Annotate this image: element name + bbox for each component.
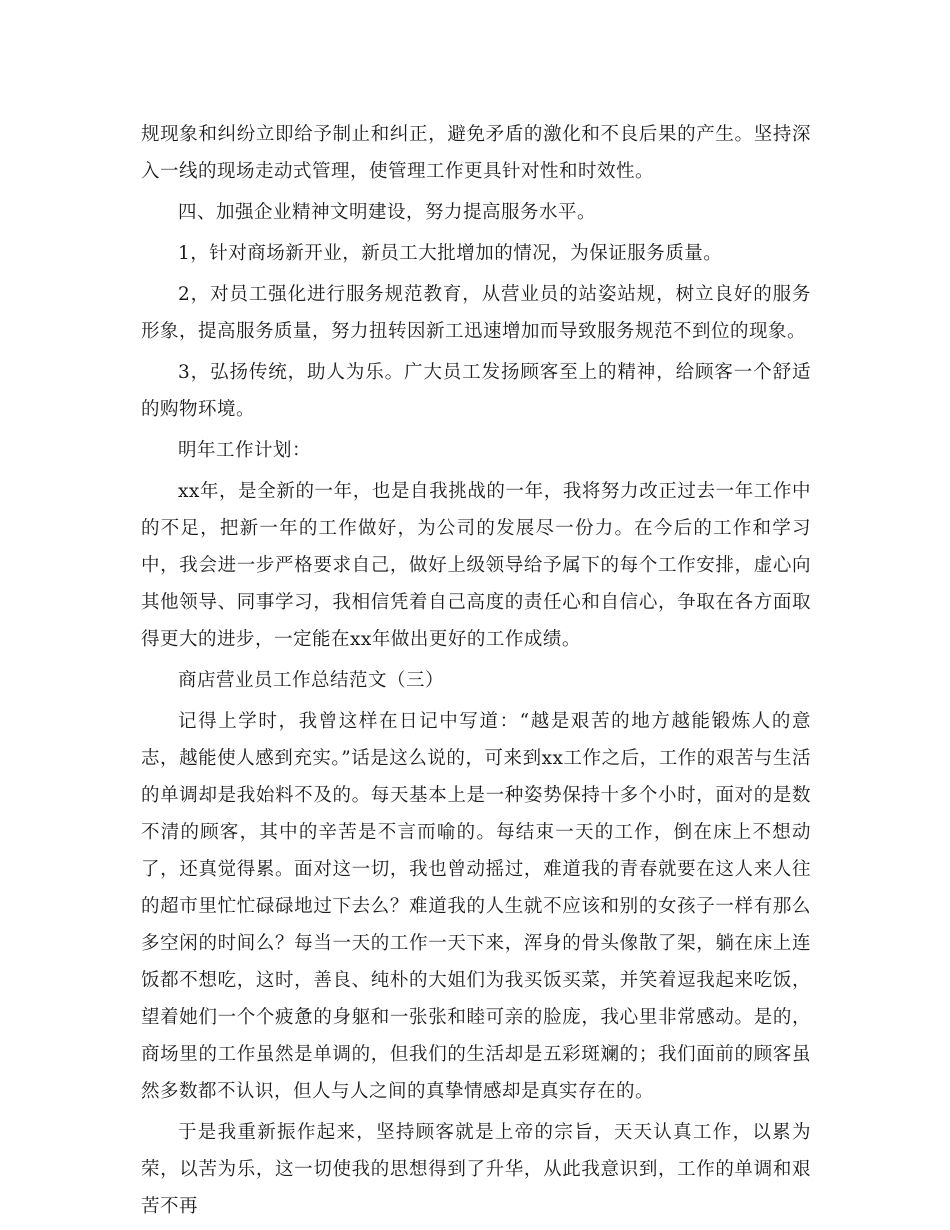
- paragraph-3: 1，针对商场新开业，新员工大批增加的情况，为保证服务质量。: [178, 243, 723, 264]
- paragraph-7: xx年，是全新的一年，也是自我挑战的一年，我将努力改正过去一年工作中的不足，把新一年的工作做好，为公司的发展尽一份力。在今后的工作和学习中，我会进一步严格要求自己，做好上级领导给予属下的每个工作安排，虚心向其他领导、同事学习，我相信凭着自己高度的责任心和自信心，争取在各方面取得更大的进步，一定能在xx年做出更好的工作成绩。: [141, 481, 811, 650]
- paragraph-1: 规现象和纠纷立即给予制止和纠正，避免矛盾的激化和不良后果的产生。坚持深入一线的现场走动式管理，使管理工作更具针对性和时效性。: [141, 124, 811, 182]
- paragraph-6: 明年工作计划：: [178, 440, 312, 461]
- paragraph-8: 商店营业员工作总结范文（三）: [178, 670, 445, 691]
- document-body: [141, 116, 811, 1225]
- paragraph-4: 2，对员工强化进行服务规范教育，从营业员的站姿站规，树立良好的服务形象，提高服务质量，努力扭转因新工迅速增加而导致服务规范不到位的现象。: [141, 284, 811, 342]
- paragraph-9: 记得上学时，我曾这样在日记中写道：“越是艰苦的地方越能锻炼人的意志，越能使人感到充实。”话是这么说的，可来到xx工作之后，工作的艰苦与生活的单调却是我始料不及的。每天基本上是一种姿势保持十多个小时，面对的是数不清的顾客，其中的辛苦是不言而喻的。每结束一天的工作，倒在床上不想动了，还真觉得累。面对这一切，我也曾动摇过，难道我的青春就要在这人来人往的超市里忙忙碌碌地过下去么？难道我的人生就不应该和别的女孩子一样有那么多空闲的时间么？每当一天的工作一天下来，浑身的骨头像散了架，躺在床上连饭都不想吃，这时，善良、纯朴的大姐们为我买饭买菜，并笑着逗我起来吃饭，望着她们一个个疲惫的身躯和一张张和睦可亲的脸庞，我心里非常感动。是的，商场里的工作虽然是单调的，但我们的生活却是五彩斑斓的；我们面前的顾客虽然多数都不认识，但人与人之间的真挚情感却是真实存在的。: [141, 711, 811, 1102]
- paragraph-10: 于是我重新振作起来，坚持顾客就是上帝的宗旨，天天认真工作，以累为荣，以苦为乐，这一切使我的思想得到了升华，从此我意识到，工作的单调和艰苦不再: [141, 1122, 811, 1217]
- paragraph-2: 四、加强企业精神文明建设，努力提高服务水平。: [178, 202, 597, 223]
- paragraph-5: 3，弘扬传统，助人为乐。广大员工发扬顾客至上的精神，给顾客一个舒适的购物环境。: [141, 362, 811, 420]
